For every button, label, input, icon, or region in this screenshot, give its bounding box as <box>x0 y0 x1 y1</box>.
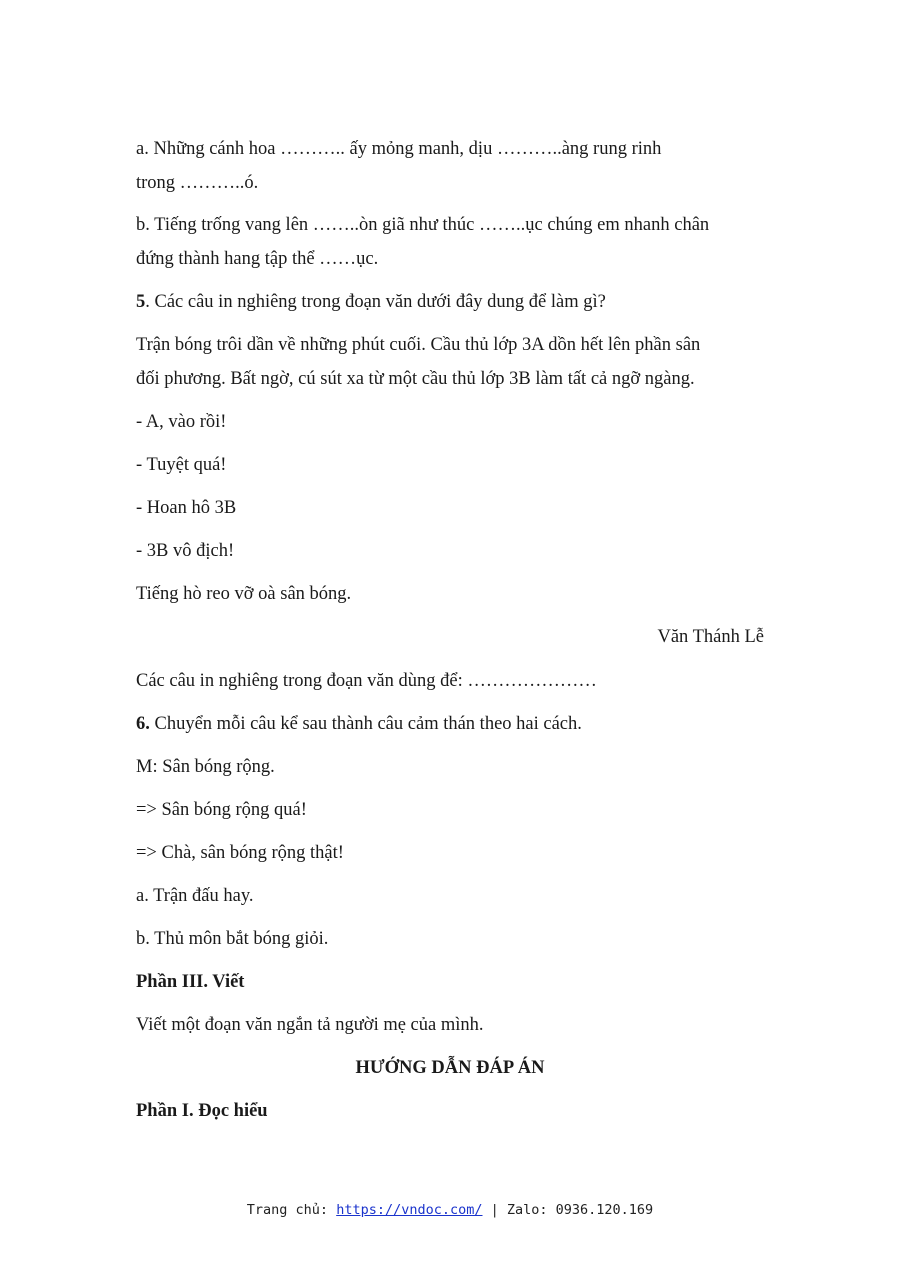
q4-a-line1: a. Những cánh hoa ……….. ấy mỏng manh, dịu ………..àng rung rinh <box>136 139 662 159</box>
q6-example-2: => Chà, sân bóng rộng thật! <box>136 843 344 863</box>
footer-zalo: Zalo: 0936.120.169 <box>506 1202 654 1218</box>
q6-example-1: => Sân bóng rộng quá! <box>136 800 307 820</box>
q6-number: 6. <box>136 714 150 734</box>
q5-question-text: . Các câu in nghiêng trong đoạn văn dưới đây dung để làm gì? <box>145 292 606 312</box>
q5-author: Văn Thánh Lễ <box>657 627 764 647</box>
q4-b-line1: b. Tiếng trống vang lên ……..òn giã như thúc ……..ục chúng em nhanh chân <box>136 215 710 235</box>
q6-item-a: a. Trận đấu hay. <box>136 886 254 906</box>
q6-model: M: Sân bóng rộng. <box>136 757 275 777</box>
part3-task: Viết một đoạn văn ngắn tả người mẹ của mình. <box>136 1015 484 1035</box>
q5-cheer-1: - A, vào rồi! <box>136 412 227 432</box>
q5-passage-line2: đối phương. Bất ngờ, cú sút xa từ một cầu thủ lớp 3B làm tất cả ngỡ ngàng. <box>136 369 695 389</box>
q6-item-b: b. Thủ môn bắt bóng giỏi. <box>136 929 329 949</box>
footer-home-label: Trang chủ: <box>246 1202 337 1218</box>
q5-closing: Tiếng hò reo vỡ oà sân bóng. <box>136 584 352 604</box>
q6-question <box>136 712 582 736</box>
footer-home-link[interactable]: https://vndoc.com/ <box>336 1202 483 1218</box>
q5-answer-prompt: Các câu in nghiêng trong đoạn văn dùng để: ………………… <box>136 671 597 691</box>
part3-heading: Phần III. Viết <box>136 972 245 992</box>
q5-question <box>136 290 606 314</box>
q5-cheer-2: - Tuyệt quá! <box>136 455 227 475</box>
q5-passage-line1: Trận bóng trôi dần về những phút cuối. Cầu thủ lớp 3A dồn hết lên phần sân <box>136 335 701 355</box>
footer-separator: | <box>482 1202 507 1218</box>
answer-key-title: HƯỚNG DẪN ĐÁP ÁN <box>355 1058 545 1078</box>
answer-key-part1-heading: Phần I. Đọc hiểu <box>136 1101 268 1121</box>
q4-a-line2: trong ………..ó. <box>136 173 259 193</box>
q6-question-text: Chuyển mỗi câu kể sau thành câu cảm thán theo hai cách. <box>149 714 582 734</box>
page-footer <box>0 1200 900 1220</box>
q5-cheer-3: - Hoan hô 3B <box>136 498 237 518</box>
q4-b-line2: đứng thành hang tập thể ……ục. <box>136 249 379 269</box>
q5-cheer-4: - 3B vô địch! <box>136 541 235 561</box>
q5-number: 5 <box>136 292 146 312</box>
